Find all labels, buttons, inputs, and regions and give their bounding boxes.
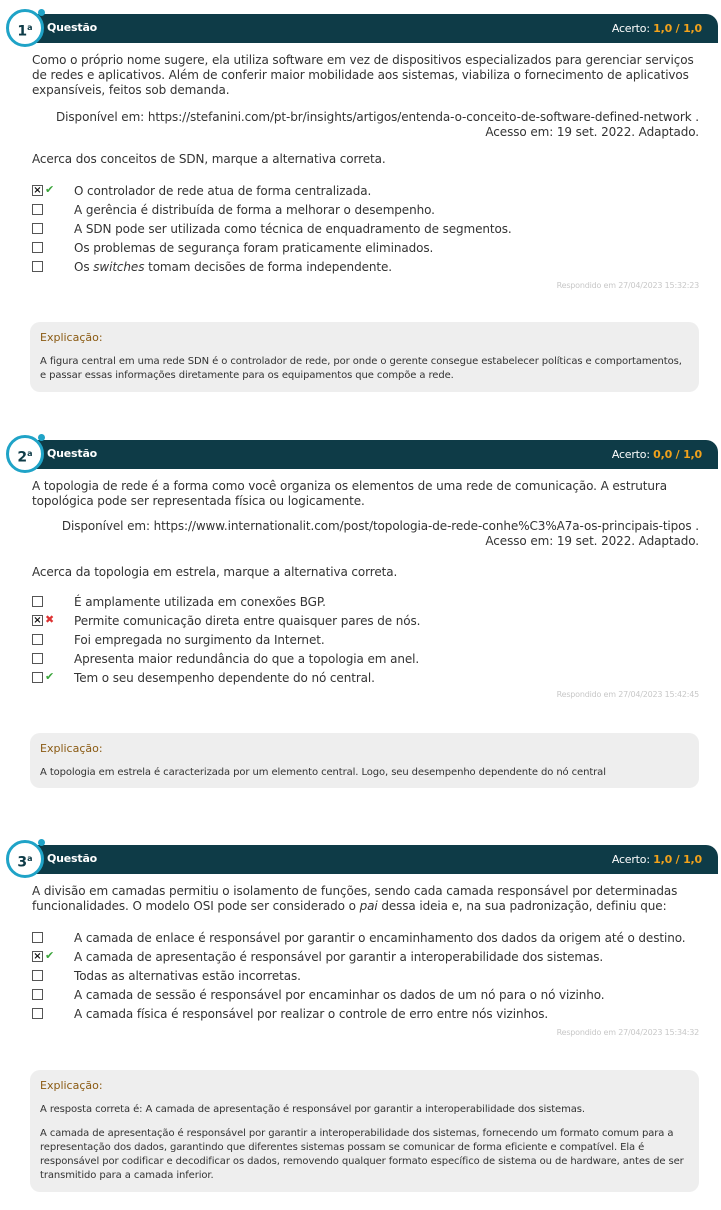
- option-checkbox[interactable]: [32, 1008, 43, 1019]
- option[interactable]: [32, 202, 699, 221]
- question-stem: A topologia de rede é a forma como você organiza os elementos de uma rede de comunicação. A estrutura topológica pode ser representada física ou logicamente.: [32, 479, 667, 508]
- question-number-badge: [6, 840, 44, 878]
- answered-timestamp: Respondido em 27/04/2023 15:42:45: [556, 690, 699, 699]
- option-text: Foi empregada no surgimento da Internet.: [74, 633, 325, 647]
- score: [612, 22, 702, 35]
- option-text: Os problemas de segurança foram praticamente eliminados.: [74, 241, 434, 255]
- option[interactable]: [32, 221, 699, 240]
- options-list: [32, 930, 699, 1025]
- option-checkbox[interactable]: [32, 653, 43, 664]
- option-checkbox[interactable]: [32, 261, 43, 272]
- option-checkbox[interactable]: [32, 672, 43, 683]
- question-header: [14, 14, 718, 43]
- option[interactable]: [32, 987, 699, 1006]
- option-text: A camada de sessão é responsável por encaminhar os dados de um nó para o nó vizinho.: [74, 988, 605, 1002]
- option[interactable]: [32, 613, 699, 632]
- option-checkbox-checked[interactable]: ×: [33, 615, 42, 626]
- option-checkbox-checked[interactable]: ×: [33, 185, 42, 196]
- question-prompt: Acerca da topologia em estrela, marque a alternativa correta.: [32, 565, 398, 579]
- option[interactable]: [32, 594, 699, 613]
- option-text: A camada física é responsável por realizar o controle de erro entre nós vizinhos.: [74, 1007, 549, 1021]
- option[interactable]: [32, 949, 699, 968]
- options-list: [32, 594, 699, 689]
- option[interactable]: [32, 240, 699, 259]
- wrong-cross-icon: ✖: [45, 613, 55, 626]
- question-number: 3: [17, 854, 28, 871]
- explanation-text: [40, 355, 689, 383]
- option[interactable]: [32, 632, 699, 651]
- option[interactable]: [32, 968, 699, 987]
- explanation-text: [40, 766, 689, 780]
- badge-dot-icon: [38, 9, 45, 16]
- question-number-suffix: a: [27, 854, 33, 863]
- option[interactable]: [32, 670, 699, 689]
- question-label: Questão: [47, 21, 98, 34]
- option-text: Tem o seu desempenho dependente do nó central.: [74, 671, 375, 685]
- score-label: Acerto:: [611, 22, 650, 35]
- explanation-title: Explicação:: [40, 742, 103, 755]
- option-text: A SDN pode ser utilizada como técnica de enquadramento de segmentos.: [74, 222, 512, 236]
- option-text: A camada de enlace é responsável por garantir o encaminhamento dos dados da origem até o destino.: [74, 931, 686, 945]
- explanation-text: [40, 1103, 689, 1183]
- option-checkbox[interactable]: [32, 970, 43, 981]
- option-checkbox[interactable]: [32, 596, 43, 607]
- option-text-part: tomam decisões de forma independente.: [144, 260, 392, 274]
- score: [612, 853, 702, 866]
- question-number-suffix: a: [27, 449, 33, 458]
- badge-dot-icon: [38, 839, 45, 846]
- option-checkbox[interactable]: [32, 242, 43, 253]
- explanation-title: Explicação:: [40, 331, 103, 344]
- option-text: [74, 260, 392, 274]
- explanation-paragraph: A resposta correta é: A camada de apresentação é responsável por garantir a interoperabilidade dos sistemas.: [40, 1104, 585, 1115]
- explanation-paragraph: A topologia em estrela é caracterizada por um elemento central. Logo, seu desempenho dependente do nó central: [40, 767, 606, 778]
- badge-dot-icon: [38, 434, 45, 441]
- option-checkbox-checked[interactable]: ×: [33, 951, 42, 962]
- option-checkbox[interactable]: [32, 223, 43, 234]
- question-source: Disponível em: https://stefanini.com/pt-br/insights/artigos/entenda-o-conceito-de-software-defined-network . Acesso em: 19 set. 2022. Adaptado.: [56, 110, 699, 139]
- answered-timestamp: Respondido em 27/04/2023 15:34:32: [556, 1028, 699, 1037]
- score-label: Acerto:: [611, 853, 650, 866]
- score: [612, 448, 702, 461]
- question-number-suffix: a: [27, 23, 33, 32]
- option-checkbox[interactable]: [32, 989, 43, 1000]
- option-text-part: Os: [74, 260, 94, 274]
- option-text: Todas as alternativas estão incorretas.: [74, 969, 301, 983]
- question-label: Questão: [47, 852, 98, 865]
- question-number: 1: [17, 23, 28, 40]
- score-value: 1,0 / 1,0: [653, 853, 702, 866]
- question-header: [14, 440, 718, 469]
- explanation-box: [30, 733, 699, 788]
- option-text: É amplamente utilizada em conexões BGP.: [74, 595, 326, 609]
- question-label: Questão: [47, 447, 98, 460]
- option[interactable]: [32, 651, 699, 670]
- question-source: Disponível em: https://www.internationalit.com/post/topologia-de-rede-conhe%C3%A7a-os-principais-tipos . Acesso em: 19 set. 2022. Adaptado.: [61, 519, 699, 548]
- explanation-box: [30, 322, 699, 392]
- stem-italic: pai: [359, 899, 378, 913]
- stem-part: A divisão em camadas permitiu o isolamento de funções, sendo cada camada responsável por determinadas funcionalidades. O modelo OSI pode ser considerado o: [32, 884, 678, 913]
- correct-check-icon: ✔: [45, 183, 55, 196]
- explanation-title: Explicação:: [40, 1079, 103, 1092]
- option-text: A camada de apresentação é responsável por garantir a interoperabilidade dos sistemas.: [74, 950, 604, 964]
- explanation-box: [30, 1070, 699, 1192]
- question-number-badge: [6, 435, 44, 473]
- option-checkbox[interactable]: [32, 204, 43, 215]
- correct-check-icon: ✔: [45, 949, 55, 962]
- option-text: O controlador de rede atua de forma centralizada.: [74, 184, 372, 198]
- correct-check-icon: ✔: [45, 670, 55, 683]
- score-value: 0,0 / 1,0: [653, 448, 702, 461]
- option-checkbox[interactable]: [32, 932, 43, 943]
- option[interactable]: [32, 930, 699, 949]
- option[interactable]: [32, 259, 699, 278]
- question-number: 2: [17, 449, 28, 466]
- options-list: [32, 183, 699, 278]
- option-text: Apresenta maior redundância do que a topologia em anel.: [74, 652, 420, 666]
- option[interactable]: [32, 1006, 699, 1025]
- question-stem: Como o próprio nome sugere, ela utiliza software em vez de dispositivos especializados para gerenciar serviços de redes e aplicativos. Além de conferir maior mobilidade aos sistemas, viabiliza o fornecimento de aplicativos expansíveis, feitos sob demanda.: [32, 53, 694, 97]
- score-value: 1,0 / 1,0: [653, 22, 702, 35]
- option-text: A gerência é distribuída de forma a melhorar o desempenho.: [74, 203, 435, 217]
- stem-part: dessa ideia e, na sua padronização, definiu que:: [377, 899, 667, 913]
- option-text-italic: switches: [93, 260, 145, 274]
- explanation-paragraph: A camada de apresentação é responsável por garantir a interoperabilidade dos sistemas, fornecendo um formato comum para a representação dos dados, garantindo que diferentes sistemas possam se comunicar de forma eficiente e compatível. Ela é responsável por codificar e decodificar os dados, removendo qualquer formato específico de sistema ou de hardware, antes de ser transmitido para a camada inferior.: [40, 1128, 684, 1181]
- explanation-paragraph: A figura central em uma rede SDN é o controlador de rede, por onde o gerente consegue estabelecer políticas e comportamentos, e passar essas informações diretamente para os equipamentos que compõe a rede.: [40, 356, 682, 381]
- score-label: Acerto:: [611, 448, 650, 461]
- option-checkbox[interactable]: [32, 634, 43, 645]
- question-header: [14, 845, 718, 874]
- option-text: Permite comunicação direta entre quaisquer pares de nós.: [74, 614, 421, 628]
- question-prompt: Acerca dos conceitos de SDN, marque a alternativa correta.: [32, 152, 386, 166]
- question-stem: [32, 884, 699, 914]
- answered-timestamp: Respondido em 27/04/2023 15:32:23: [556, 281, 699, 290]
- option[interactable]: [32, 183, 699, 202]
